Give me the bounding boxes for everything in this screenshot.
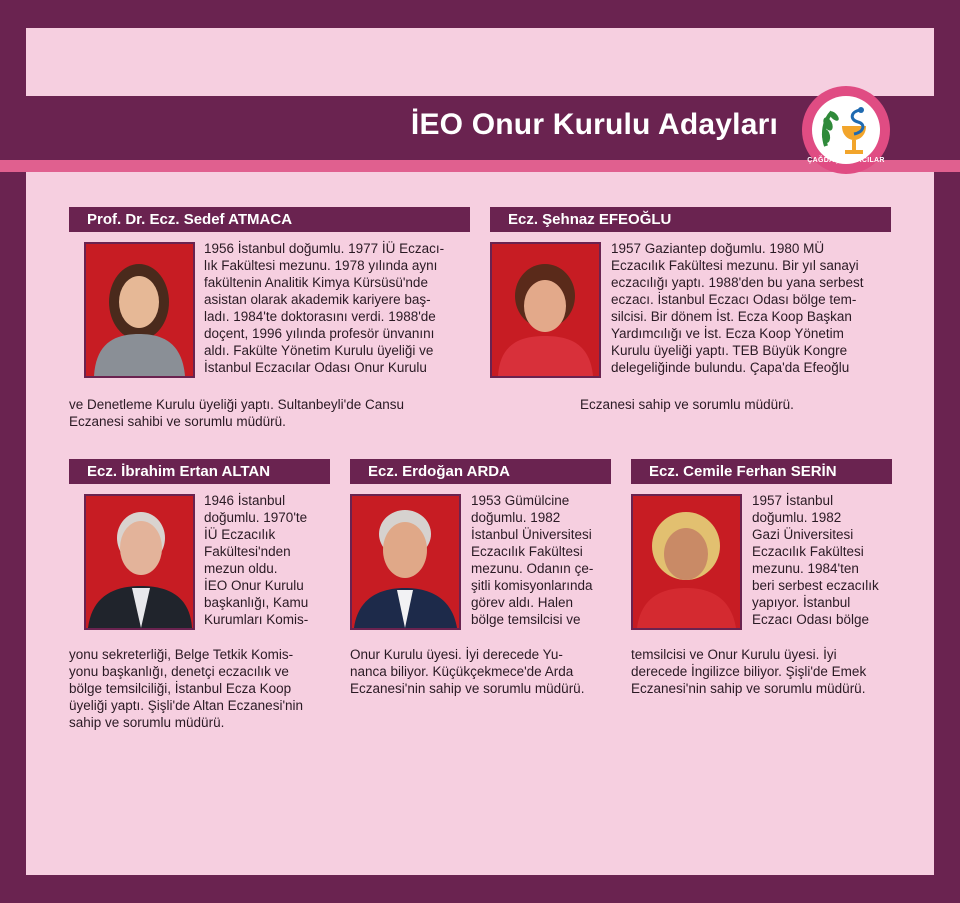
candidate-photo-arda bbox=[350, 494, 461, 630]
bio-line: 1953 Gümülcine bbox=[471, 493, 570, 508]
bio-line: görev aldı. Halen bbox=[471, 595, 574, 610]
candidate-photo-efeoglu bbox=[490, 242, 601, 378]
bio-line: derecede İngilizce biliyor. Şişli'de Emek bbox=[631, 664, 867, 679]
bio-line: Eczacılık Fakültesi mezunu. Bir yıl sanayi bbox=[611, 258, 859, 273]
bio-line: aldı. Fakülte Yönetim Kurulu üyeliği ve bbox=[204, 343, 434, 358]
bio-line: temsilcisi ve Onur Kurulu üyesi. İyi bbox=[631, 647, 837, 662]
bio-line: İstanbul Üniversitesi bbox=[471, 527, 592, 542]
candidate-bio-altan bbox=[204, 492, 308, 628]
logo-emblem bbox=[812, 96, 880, 164]
candidate-name-efeoglu: Ecz. Şehnaz EFEOĞLU bbox=[490, 207, 891, 232]
bio-line: ladı. 1984'te doktorasını verdi. 1988'de bbox=[204, 309, 436, 324]
bio-line: İstanbul Eczacılar Odası Onur Kurulu bbox=[204, 360, 427, 375]
page-title: İEO Onur Kurulu Adayları bbox=[410, 108, 778, 141]
bio-line: yonu başkanlığı, denetçi eczacılık ve bbox=[69, 664, 289, 679]
bio-line: lık Fakültesi mezunu. 1978 yılında aynı bbox=[204, 258, 438, 273]
bio-line: doçent, 1996 yılında profesör ünvanını bbox=[204, 326, 435, 341]
bio-line: Eczacılık Fakültesi bbox=[752, 544, 864, 559]
candidate-bio-serin-cont bbox=[631, 646, 866, 697]
bio-line: üyeliği yaptı. Şişli'de Altan Eczanesi'nin bbox=[69, 698, 304, 713]
candidate-bio-serin bbox=[752, 492, 879, 628]
bio-line: sahip ve sorumlu müdürü. bbox=[69, 715, 225, 730]
bio-line: mezunu. 1984'ten bbox=[752, 561, 859, 576]
candidate-name-serin: Ecz. Cemile Ferhan SERİN bbox=[631, 459, 892, 484]
bio-line: Eczanesi sahip ve sorumlu müdürü. bbox=[580, 397, 794, 412]
bio-line: eczacılığı yaptı. 1988'den bu yana serbest bbox=[611, 275, 864, 290]
bio-line: 1957 Gaziantep doğumlu. 1980 MÜ bbox=[611, 241, 825, 256]
bio-line: Kurulu üyeliği yaptı. TEB Büyük Kongre bbox=[611, 343, 848, 358]
bio-line: silcisi. Bir dönem İst. Ecza Koop Başkan bbox=[611, 309, 852, 324]
candidate-bio-efeoglu bbox=[611, 240, 864, 376]
bio-line: ve Denetleme Kurulu üyeliği yaptı. Sultanbeyli'de Cansu bbox=[69, 397, 405, 412]
bio-line: nanca biliyor. Küçükçekmece'de Arda bbox=[350, 664, 574, 679]
candidate-bio-altan-cont bbox=[69, 646, 303, 731]
bio-line: 1956 İstanbul doğumlu. 1977 İÜ Eczacı- bbox=[204, 241, 445, 256]
candidate-name-altan: Ecz. İbrahim Ertan ALTAN bbox=[69, 459, 330, 484]
bio-line: beri serbest eczacılık bbox=[752, 578, 879, 593]
candidate-name-atmaca: Prof. Dr. Ecz. Sedef ATMACA bbox=[69, 207, 470, 232]
bio-line: fakültenin Analitik Kimya Kürsüsü'nde bbox=[204, 275, 428, 290]
bio-line: İEO Onur Kurulu bbox=[204, 578, 304, 593]
bio-line: Onur Kurulu üyesi. İyi derecede Yu- bbox=[350, 647, 563, 662]
bio-line: İÜ Eczacılık bbox=[204, 527, 276, 542]
bio-line: Eczanesi'nin sahip ve sorumlu müdürü. bbox=[631, 681, 866, 696]
bio-line: şitli komisyonlarında bbox=[471, 578, 593, 593]
bio-line: asistan olarak akademik kariyere baş- bbox=[204, 292, 431, 307]
bio-line: Eczanesi sahibi ve sorumlu müdürü. bbox=[69, 414, 286, 429]
bio-line: Yardımcılığı ve İst. Ecza Koop Yönetim bbox=[611, 326, 844, 341]
bio-line: Eczacılık Fakültesi bbox=[471, 544, 583, 559]
candidate-photo-serin bbox=[631, 494, 742, 630]
bio-line: yonu sekreterliği, Belge Tetkik Komis- bbox=[69, 647, 294, 662]
top-panel bbox=[26, 28, 934, 98]
bio-line: Fakültesi'nden bbox=[204, 544, 291, 559]
bio-line: Kurumları Komis- bbox=[204, 612, 309, 627]
bio-line: Gazi Üniversitesi bbox=[752, 527, 854, 542]
bio-line: 1946 İstanbul bbox=[204, 493, 286, 508]
candidate-bio-atmaca bbox=[204, 240, 444, 376]
bio-line: delegeliğinde bulundu. Çapa'da Efeoğlu bbox=[611, 360, 850, 375]
logo-text: ÇAĞDAŞ ECZACILAR bbox=[807, 157, 885, 164]
bio-line: Eczanesi'nin sahip ve sorumlu müdürü. bbox=[350, 681, 585, 696]
bio-line: bölge temsilciliği, İstanbul Ecza Koop bbox=[69, 681, 292, 696]
candidate-bio-arda-cont bbox=[350, 646, 584, 697]
candidate-bio-efeoglu-cont bbox=[580, 396, 794, 413]
bio-line: mezunu. Odanın çe- bbox=[471, 561, 594, 576]
candidate-name-arda: Ecz. Erdoğan ARDA bbox=[350, 459, 611, 484]
bio-line: doğumlu. 1982 bbox=[752, 510, 842, 525]
bio-line: doğumlu. 1982 bbox=[471, 510, 561, 525]
candidate-photo-altan bbox=[84, 494, 195, 630]
bio-line: eczacı. İstanbul Eczacı Odası bölge tem- bbox=[611, 292, 857, 307]
candidate-bio-atmaca-cont bbox=[69, 396, 404, 430]
candidate-photo-atmaca bbox=[84, 242, 195, 378]
bio-line: doğumlu. 1970'te bbox=[204, 510, 308, 525]
bio-line: yapıyor. İstanbul bbox=[752, 595, 851, 610]
cagdas-eczacilar-logo bbox=[802, 86, 890, 174]
bio-line: bölge temsilcisi ve bbox=[471, 612, 581, 627]
bio-line: başkanlığı, Kamu bbox=[204, 595, 309, 610]
bowl-of-hygieia-icon bbox=[812, 96, 880, 164]
candidate-bio-arda bbox=[471, 492, 593, 628]
bio-line: Eczacı Odası bölge bbox=[752, 612, 870, 627]
bio-line: mezun oldu. bbox=[204, 561, 278, 576]
bio-line: 1957 İstanbul bbox=[752, 493, 834, 508]
